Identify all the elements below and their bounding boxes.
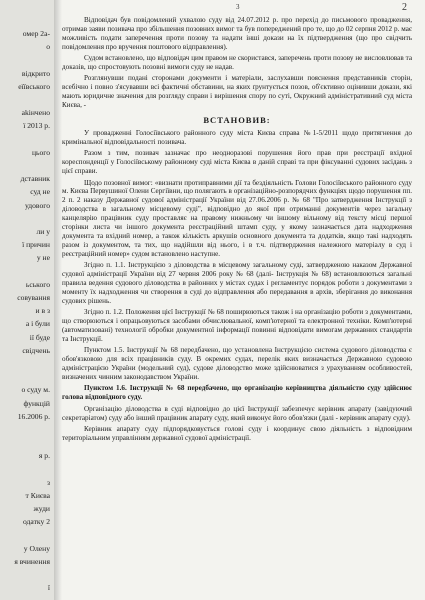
- paragraph: Пунктом 1.6. Інструкції № 68 передбачено, що організацію керівництва діяльністю суду здійснює голова відповідного суду.: [62, 384, 412, 402]
- left-fragment-line: у Олену: [23, 543, 50, 553]
- left-fragment-line: ї: [47, 583, 50, 593]
- page-number: 3: [236, 3, 240, 11]
- paragraph: Згідно п. 1.2. Положення цієї Інструкції № 68 поширюються також і на організацію роботи з документами, що створюються і опрацьовуються засобами обчислювальної, комп'ютерної та електронної техніки. Комп'ютерні (автоматизовані) технології обробки документної інформації повинні відповідати вимогам державних стандартів та Інструкції.: [62, 308, 412, 343]
- left-fragment-line: я р.: [38, 451, 50, 461]
- left-fragment-line: совування: [17, 293, 50, 302]
- left-fragment-line: о: [46, 42, 50, 52]
- paragraph: Судом встановлено, що відповідач цим правом не скористався, заперечень проти позову не висловлював та доказів, що спростовують позовні вимоги суду не надав.: [62, 54, 412, 72]
- left-fragment-line: з: [47, 477, 50, 487]
- left-fragment-line: суд не: [30, 187, 50, 197]
- left-fragment-line: відкрито: [21, 68, 50, 78]
- left-fragment-line: ьського: [25, 279, 50, 289]
- paragraph: Організацію діловодства в суді відповідно до цієї Інструкції забезпечує керівник апарату (завідуючий секретаріатом) суду або інший працівник апарату суду, який виконує його обов'язки (далі - керівник апарату суду).: [62, 404, 412, 422]
- paragraph: Разом з тим, позивач зазначає про неодноразові порушення його прав при реєстрації вхідної кореспонденції у Голосіївському районному суді міста Києва в даній справі та при фіксуванні судових засідань з цієї справи.: [62, 149, 412, 176]
- left-fragment-line: о суду м.: [21, 385, 50, 395]
- left-fragment-line: ли у: [36, 227, 50, 236]
- left-fragment-line: дставник: [20, 174, 50, 184]
- left-fragment-line: т Києва: [25, 491, 50, 500]
- left-fragment-line: одатку 2: [22, 517, 50, 527]
- corner-mark: 2: [402, 2, 407, 13]
- left-fragment-line: еїївського: [18, 81, 50, 91]
- document-body: [62, 16, 412, 445]
- paragraph: Пунктом 1.5. Інструкції № 68 передбачено, що установлена Інструкцією система судового діловодства є обов'язковою для всіх працівників суду. В окремих судах, перелік яких визначається Державною судовою адміністрацією України (модельний суд), судове діловодство може здійснюватися з урахуванням особливостей, визначених чинним законодавством України.: [62, 346, 412, 382]
- left-fragment-line: ії буде: [29, 332, 50, 342]
- paragraph: Керівник апарату суду підпорядковується голові суду і координує свою діяльність з відповідним територіальним управлінням державної судової адміністрації.: [62, 425, 412, 442]
- left-fragment-line: жуди: [33, 504, 50, 514]
- left-fragment-line: а і були: [25, 319, 50, 329]
- left-fragment-line: свідчень: [22, 345, 50, 355]
- left-fragment-line: 16.2006 р.: [17, 411, 50, 421]
- left-fragment-line: аkінчено: [21, 108, 50, 118]
- paragraph: Розглянувши подані сторонами документи і матеріали, заслухавши пояснення представників сторін, всебічно і повно з'ясувавши всі фактичні обставини, на яких ґрунтується позов, об'єктивно оцінивши докази, які мають юридичне значення для розгляду справи і вирішення спору по суті, Окружний адміністративний суд міста Києва, -: [62, 74, 412, 110]
- page-fold-shadow: [54, 0, 62, 600]
- left-fragment-line: функцій: [23, 398, 50, 408]
- paragraph: Згідно п. 1.1. Інструкцією з діловодства в місцевому загальному суді, затвердженою наказом Державної судової адміністрації України від 27 червня 2006 року № 68 (далі- Інструкція № 68) встановлюються загальні правила ведення судового діловодства в районних у містах судах і регламентує порядок роботи з документами з моменту їх надходження чи створення в суді до відправлення або передавання в архів, зберігання до виконання судових рішень.: [62, 261, 412, 305]
- left-fragment-line: ї причин: [22, 240, 50, 250]
- left-fragment-line: у не: [36, 253, 50, 263]
- left-fragment-line: ї 2013 р.: [23, 121, 50, 131]
- left-fragment-line: омер 2а-: [22, 29, 50, 38]
- section-heading: ВСТАНОВИВ:: [203, 115, 271, 126]
- previous-page-fragment: [0, 0, 54, 600]
- left-fragment-line: я вчинення: [14, 557, 50, 566]
- paragraph: Відповідач був повідомлений ухвалою суду від 24.07.2012 р. про перехід до письмового провадження, отримав заяви позивача про збільшення позовних вимог та був попереджений про те, що до 02 серпня 2012 р. має можливість подати заперечення проти позову та надати інші докази на їх підтвердження (що про свідчить повідомлення про вручення поштового відправлення).: [62, 16, 412, 51]
- paragraph: Щодо позовної вимог: «визнати протиправними дії та бездіяльність Голови Голосіївського районного суду м. Києва Первушиної Олени Сергіївни, що полягають в організаційно-розпорядчих функціях щодо порушення пп. 2 п. 2 наказу Державної судової адміністрації України від 27.06.2006 р. № 68 "Про затвердження Інструкції з діловодства в загальному місцевому суді", відповідно до якої при отриманні документів через загальну канцелярію працівник суду проставляє на правому нижньому чи іншому вільному від тексту місці першої сторінки листа чи іншого документа реєстраційний штамп суду, у якому зазначається дата надходження документа та вхідний номер, а також кількість аркушів основного документа та додатків, якщо такі надходять разом із документом, та тих, що надійшли від нього, і в т.ч. підтвердження належного матеріалу в суд і реєстраційний номер» судом встановлено наступне.: [62, 178, 412, 258]
- left-fragment-line: и в з: [35, 306, 50, 316]
- left-fragment-line: цього: [31, 147, 50, 157]
- paragraph: У провадженні Голосіївського районного суду міста Києва справа №1-5/2011 щодо притягнення до кримінальної відповідальності позивача.: [62, 128, 412, 146]
- left-fragment-line: удового: [24, 200, 50, 210]
